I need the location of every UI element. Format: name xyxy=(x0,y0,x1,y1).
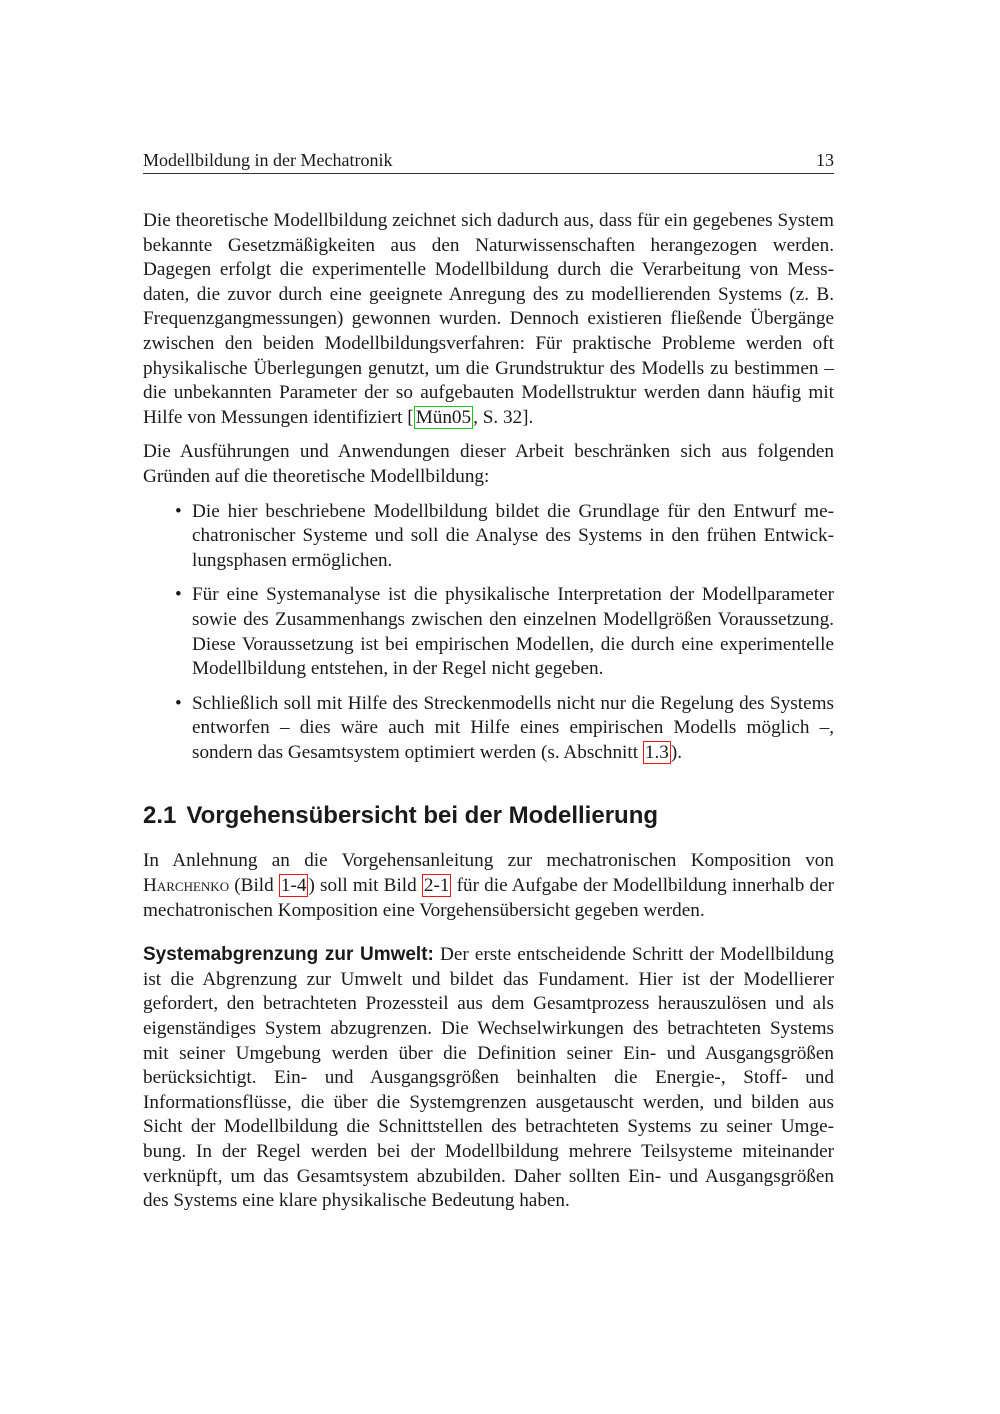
paragraph-vorgehen xyxy=(143,849,834,923)
paragraph-text: ) soll mit Bild xyxy=(308,875,422,897)
header-title: Modellbildung in der Mechatronik xyxy=(143,150,393,170)
paragraph-text: In Anlehnung an die Vorgehensanleitung zur mechatronischen Komposition von xyxy=(143,850,834,872)
section-heading xyxy=(143,801,834,831)
page-number: 13 xyxy=(816,150,834,170)
section-title: Vorgehensübersicht bei der Modellierung xyxy=(186,802,659,830)
list-item: • Die hier beschriebene Modellbildung bildet die Grundlage für den Entwurf mechatronischer Systeme und soll die Analyse des Systems in den frühen Entwicklungsphasen ermöglichen. xyxy=(192,500,834,574)
paragraph-text: (Bild xyxy=(229,875,279,897)
list-item xyxy=(192,692,834,766)
paragraph-text: Der erste entscheidende Schritt der Modellbildung ist die Abgrenzung zur Umwelt und bildet das Fundament. Hier ist der Modellierer gefordert, den betrachteten Prozessteil aus dem Gesamtprozess herauszulösen und als eigenständiges System abzugrenzen. Die Wechselwirkungen des betrachteten Systems mit seiner Umgebung werden über die Definition seiner Ein- und Ausgangsgrößen berücksichtigt. Ein- und Ausgangsgrößen beinhalten die Energie-, Stoff- und Informationsflüsse, die über die Systemgrenzen ausgetauscht werden, und bilden aus Sicht der Modellbildung die Schnittstellen des betrachteten Systems zu seiner Umgebung. In der Regel werden bei der Modellbildung mehrere Teilsysteme miteinander verknüpft, um das Gesamtsystem abzubilden. Daher sollten Ein- und Ausgangsgrößen des Systems eine klare physikalische Bedeutung haben. xyxy=(143,944,834,1212)
paragraph-systemabgrenzung xyxy=(143,943,834,1214)
section-number: 2.1 xyxy=(143,802,177,830)
paragraph-text-tail: , S. 32]. xyxy=(473,406,534,428)
paragraph-modellbildung-arten xyxy=(143,209,834,430)
list-item-text-tail: ). xyxy=(670,741,683,763)
citation-link-muen05[interactable]: Mün05 xyxy=(415,406,472,428)
running-header xyxy=(143,149,834,174)
section-ref-link-1-3[interactable]: 1.3 xyxy=(644,741,669,763)
reason-list xyxy=(143,500,834,766)
list-item: • Für eine Systemanalyse ist die physikalische Interpretation der Modellparameter sowie des Zusammenhangs zwischen den einzelnen Modellgrößen Voraussetzung. Diese Voraussetzung ist bei empirischen Modellen, die durch eine experimentelle Modellbildung entstehen, in der Regel nicht gegeben. xyxy=(192,583,834,681)
paragraph-text: Die theoretische Modellbildung zeichnet sich dadurch aus, dass für ein gegebenes System bekannte Gesetzmäßigkeiten aus den Naturwissenschaften herangezogen werden. Dagegen erfolgt die experimentelle Modellbildung durch die Verarbeitung von Messdaten, die zuvor durch eine geeignete Anregung des zu modellierenden Systems (z. B. Frequenzgangmessungen) gewonnen wurden. Dennoch existieren fließende Übergänge zwischen den beiden Modellbildungsverfahren: Für praktische Probleme werden oft physikalische Überlegungen genutzt, um die Grundstruktur des Modells zu bestimmen – die unbekannten Parameter der so aufgebauten Modellstruktur werden dann häufig mit Hilfe von Messungen identifiziert [ xyxy=(143,210,834,428)
paragraph-gruende: Die Ausführungen und Anwendungen dieser Arbeit beschränken sich aus folgenden Gründen auf die theoretische Modellbildung: xyxy=(143,441,834,487)
list-item-text: Schließlich soll mit Hilfe des Streckenmodells nicht nur die Regelung des Systems entworfen – dies wäre auch mit Hilfe eines empirischen Modells möglich –, sondern das Gesamtsystem optimiert werden (s. Abschnitt xyxy=(192,692,834,763)
author-name: Harchenko xyxy=(143,875,230,897)
figure-ref-link-2-1[interactable]: 2-1 xyxy=(423,875,450,897)
figure-ref-link-1-4[interactable]: 1-4 xyxy=(280,875,307,897)
paragraph-text: für die Aufgabe der Modellbildung innerhalb der mechatronischen Komposition eine Vorgehensübersicht gegeben werden. xyxy=(143,875,834,921)
body-text xyxy=(143,209,834,1224)
paragraph-heading: Systemabgrenzung zur Umwelt: xyxy=(143,944,434,966)
